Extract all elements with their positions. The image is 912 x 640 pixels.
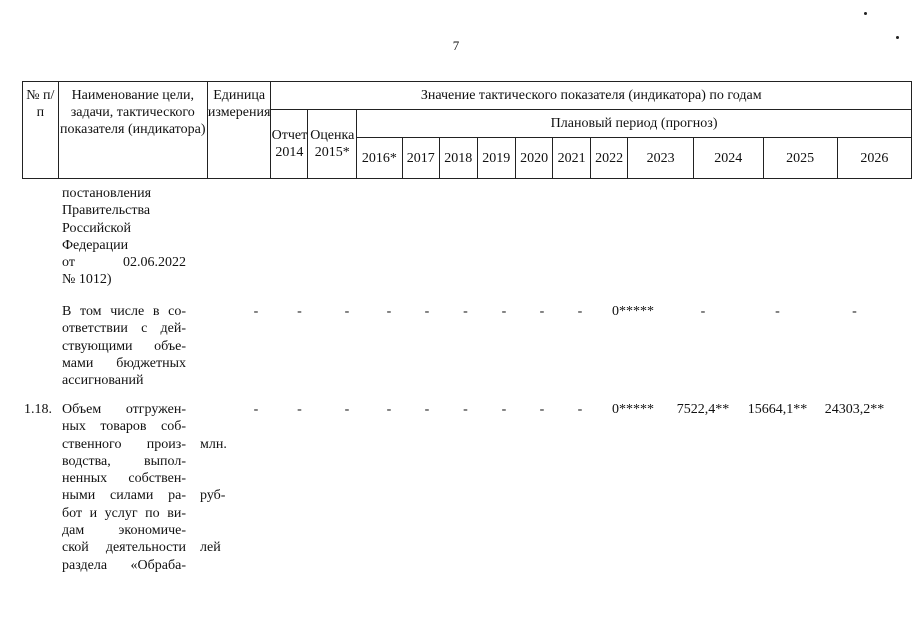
value-cell: - [424,402,430,417]
value-cell: - [539,402,545,417]
header-year: 2019 [477,138,515,179]
value-cell: - [700,304,706,319]
header-table [22,81,912,179]
value-cell: - [424,304,430,319]
header-year: 2018 [440,138,477,179]
header-year: 2022 [590,138,627,179]
header-col-unit: Единица измерения [207,82,271,179]
value-cell: 0***** [612,402,654,417]
value-cell: - [344,304,350,319]
value-cell: - [775,304,780,319]
header-year: 2023 [628,138,694,179]
header-col-plan: Плановый период (прогноз) [357,110,912,138]
header-col-report: Отчет 2014 [271,110,308,179]
value-cell: - [577,402,583,417]
page-number: 7 [452,38,460,53]
header-year: 2021 [553,138,590,179]
value-cell: - [501,402,507,417]
value-cell: 0***** [612,304,654,319]
value-cell: - [253,402,259,417]
value-cell: - [297,402,302,417]
row-number: 1.18. [24,402,52,417]
value-cell: - [297,304,302,319]
scan-speck [864,12,867,15]
value-cell: - [386,304,392,319]
row-name: В том числе в со- ответствии с дей- ствующими объе- мами бюджетных ассигнований [62,304,186,389]
value-cell: - [344,402,350,417]
header-col-estimate: Оценка 2015* [308,110,357,179]
value-cell: 7522,4** [676,402,730,417]
header-col-num: № п/п [23,82,59,179]
header-year: 2017 [402,138,439,179]
header-year: 2020 [515,138,552,179]
value-cell: - [463,304,468,319]
value-cell: - [463,402,468,417]
value-cell: - [253,304,259,319]
value-cell: - [577,304,583,319]
value-cell: - [852,304,857,319]
header-year: 2026 [837,138,911,179]
header-year: 2024 [694,138,763,179]
value-cell: - [386,402,392,417]
value-cell: - [501,304,507,319]
value-cell: - [539,304,545,319]
value-cell: 15664,1** [747,402,808,417]
row-unit: млн. руб- лей [200,436,227,556]
header-col-values: Значение тактического показателя (индикатора) по годам [271,82,912,110]
scan-speck [896,36,899,39]
header-col-name: Наименование цели, задачи, тактического показателя (индикатора) [58,82,207,179]
row-name: Объем отгружен- ных товаров соб- ственного произ- водства, выпол- ненных собствен- ными силами ра- бот и услуг по ви- дам экономиче- ской деятельности раздела «Обраба- [62,402,186,573]
header-year: 2016* [357,138,402,179]
row-name: постановления Правительства Российской Федерации от 02.06.2022 № 1012) [62,186,186,288]
header-year: 2025 [763,138,837,179]
value-cell: 24303,2** [824,402,885,417]
